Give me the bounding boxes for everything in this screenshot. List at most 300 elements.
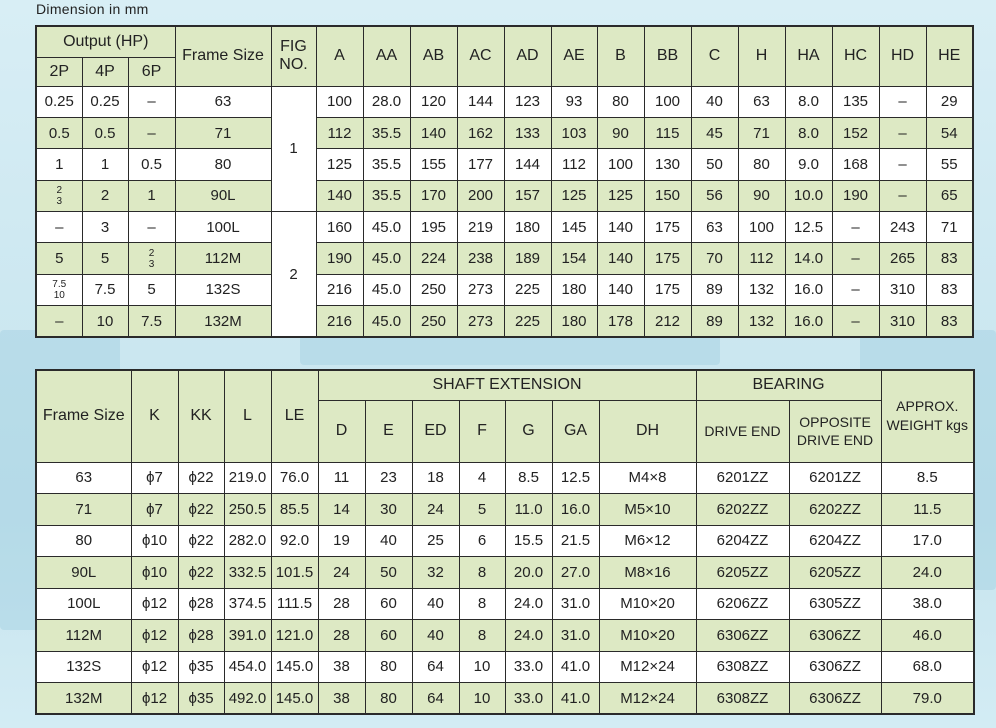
dim-ha-cell: 16.0 [785,306,832,337]
dim-he-cell: 71 [926,212,973,243]
dim-h-cell: 71 [738,117,785,148]
dim-c-cell: 45 [691,117,738,148]
dim-hd-cell: 243 [879,212,926,243]
dim-ha-cell: 12.5 [785,212,832,243]
table-row [36,274,973,305]
table-row [36,212,973,243]
e-cell: 40 [365,525,412,557]
frame-size-cell: 132S [175,274,271,305]
kk-cell: ϕ28 [178,588,224,620]
le-cell: 85.5 [271,494,318,526]
dim-ad-cell: 144 [504,149,551,180]
output-p2-cell: 7.5 10 [36,274,82,305]
dim-h-cell: 80 [738,149,785,180]
opposite-drive-end-header: OPPOSITE DRIVE END [789,400,881,462]
dim-hd-cell: – [879,180,926,211]
dim-hd-cell: – [879,117,926,148]
opposite-drive-end-bearing-cell: 6306ZZ [789,651,881,683]
table-row [36,86,973,117]
d-cell: 11 [318,462,365,494]
dim-ad-cell: 189 [504,243,551,274]
dim-hc-cell: 190 [832,180,879,211]
e-cell: 80 [365,683,412,715]
dim-b-cell: 90 [597,117,644,148]
l-cell: 250.5 [224,494,271,526]
g-cell: 20.0 [505,557,552,589]
kk-cell: ϕ22 [178,525,224,557]
output-p2-cell: 2 3 [36,180,82,211]
dim-ab-cell: 170 [410,180,457,211]
dim-ac-cell: 200 [457,180,504,211]
output-p2-cell: 0.25 [36,86,82,117]
dim-ab-cell: 195 [410,212,457,243]
dim-ha-cell: 16.0 [785,274,832,305]
dim-ha-cell: 10.0 [785,180,832,211]
dim-a-cell: 112 [316,117,363,148]
opposite-drive-end-bearing-cell: 6201ZZ [789,462,881,494]
ga-header: GA [552,400,599,462]
dim-bb-cell: 175 [644,212,691,243]
d-header: D [318,400,365,462]
l-cell: 282.0 [224,525,271,557]
output-p2-cell: 0.5 [36,117,82,148]
weight-header: APPROX. WEIGHT kgs [881,370,974,462]
output-p4-cell: 3 [82,212,128,243]
dim-b-cell: 178 [597,306,644,337]
drive-end-bearing-cell: 6202ZZ [696,494,789,526]
frame-size-header-2: Frame Size [36,370,131,462]
dim-aa-cell: 35.5 [363,180,410,211]
dimension-table-body [36,86,973,337]
dim-c-cell: 70 [691,243,738,274]
frame-size-cell: 63 [175,86,271,117]
dim-bb-cell: 212 [644,306,691,337]
dim-a-cell: 160 [316,212,363,243]
ga-cell: 16.0 [552,494,599,526]
col-header-hc: HC [832,26,879,86]
g-header: G [505,400,552,462]
dim-ad-cell: 180 [504,212,551,243]
output-p4-cell: 5 [82,243,128,274]
k-cell: ϕ10 [131,525,178,557]
dim-ac-cell: 177 [457,149,504,180]
output-p6-cell: 5 [128,274,175,305]
output-p4-cell: 0.5 [82,117,128,148]
d-cell: 14 [318,494,365,526]
l-cell: 374.5 [224,588,271,620]
table-row [36,117,973,148]
dim-he-cell: 54 [926,117,973,148]
opposite-drive-end-bearing-cell: 6202ZZ [789,494,881,526]
dim-hd-cell: 310 [879,274,926,305]
output-p6-cell: – [128,86,175,117]
shaft-bearing-table-body [36,462,974,714]
dim-ae-cell: 103 [551,117,597,148]
output-p6-cell: 1 [128,180,175,211]
l-header: L [224,370,271,462]
weight-cell: 17.0 [881,525,974,557]
pole-header-2p: 2P [36,57,82,86]
g-cell: 24.0 [505,588,552,620]
ga-cell: 27.0 [552,557,599,589]
dim-c-cell: 89 [691,306,738,337]
table-row [36,651,974,683]
table-row [36,306,973,337]
dh-cell: M4×8 [599,462,696,494]
dim-a-cell: 125 [316,149,363,180]
output-p4-cell: 7.5 [82,274,128,305]
dim-bb-cell: 100 [644,86,691,117]
l-cell: 332.5 [224,557,271,589]
weight-cell: 68.0 [881,651,974,683]
dim-a-cell: 190 [316,243,363,274]
e-cell: 60 [365,588,412,620]
frame-size-cell: 132M [36,683,131,715]
col-header-aa: AA [363,26,410,86]
dim-he-cell: 29 [926,86,973,117]
dim-bb-cell: 175 [644,243,691,274]
dim-ac-cell: 273 [457,306,504,337]
col-header-he: HE [926,26,973,86]
dim-ae-cell: 145 [551,212,597,243]
dim-ac-cell: 144 [457,86,504,117]
dim-c-cell: 89 [691,274,738,305]
dim-he-cell: 83 [926,306,973,337]
k-cell: ϕ12 [131,588,178,620]
dim-ha-cell: 14.0 [785,243,832,274]
f-cell: 10 [459,651,505,683]
fig-no-header: FIG NO. [271,26,316,86]
f-cell: 10 [459,683,505,715]
dim-h-cell: 132 [738,274,785,305]
dh-header: DH [599,400,696,462]
e-cell: 23 [365,462,412,494]
table-row [36,620,974,652]
weight-cell: 24.0 [881,557,974,589]
output-p4-cell: 10 [82,306,128,337]
drive-end-bearing-cell: 6204ZZ [696,525,789,557]
kk-cell: ϕ28 [178,620,224,652]
output-p4-cell: 1 [82,149,128,180]
dim-ha-cell: 8.0 [785,117,832,148]
k-cell: ϕ12 [131,683,178,715]
le-cell: 92.0 [271,525,318,557]
weight-cell: 46.0 [881,620,974,652]
e-header: E [365,400,412,462]
drive-end-bearing-cell: 6206ZZ [696,588,789,620]
ga-cell: 41.0 [552,651,599,683]
col-header-hd: HD [879,26,926,86]
dim-bb-cell: 150 [644,180,691,211]
output-p4-cell: 2 [82,180,128,211]
dh-cell: M12×24 [599,651,696,683]
dim-bb-cell: 130 [644,149,691,180]
ed-cell: 40 [412,588,459,620]
dim-a-cell: 140 [316,180,363,211]
frame-size-cell: 90L [36,557,131,589]
d-cell: 24 [318,557,365,589]
ga-cell: 12.5 [552,462,599,494]
dim-h-cell: 100 [738,212,785,243]
dim-c-cell: 50 [691,149,738,180]
d-cell: 28 [318,588,365,620]
output-p6-cell: 7.5 [128,306,175,337]
l-cell: 219.0 [224,462,271,494]
weight-cell: 11.5 [881,494,974,526]
dim-h-cell: 112 [738,243,785,274]
dim-bb-cell: 115 [644,117,691,148]
col-header-b: B [597,26,644,86]
le-header: LE [271,370,318,462]
drive-end-header: DRIVE END [696,400,789,462]
dim-ab-cell: 140 [410,117,457,148]
weight-cell: 38.0 [881,588,974,620]
dim-ad-cell: 133 [504,117,551,148]
dim-ac-cell: 219 [457,212,504,243]
output-p4-cell: 0.25 [82,86,128,117]
col-header-ad: AD [504,26,551,86]
shaft-extension-header: SHAFT EXTENSION [318,370,696,400]
f-cell: 8 [459,588,505,620]
dim-he-cell: 83 [926,274,973,305]
output-p6-cell: – [128,212,175,243]
opposite-drive-end-bearing-cell: 6306ZZ [789,683,881,715]
table-row [36,557,974,589]
dim-hc-cell: – [832,306,879,337]
table-row [36,180,973,211]
dh-cell: M10×20 [599,588,696,620]
dim-hc-cell: 152 [832,117,879,148]
pole-header-6p: 6P [128,57,175,86]
dim-h-cell: 90 [738,180,785,211]
d-cell: 28 [318,620,365,652]
ga-cell: 31.0 [552,588,599,620]
g-cell: 15.5 [505,525,552,557]
dim-hd-cell: – [879,86,926,117]
d-cell: 19 [318,525,365,557]
table-row [36,525,974,557]
drive-end-bearing-cell: 6306ZZ [696,620,789,652]
dim-aa-cell: 45.0 [363,274,410,305]
dim-ae-cell: 180 [551,306,597,337]
output-header: Output (HP) [36,26,175,57]
ed-cell: 25 [412,525,459,557]
col-header-ab: AB [410,26,457,86]
output-p6-cell: 2 3 [128,243,175,274]
g-cell: 33.0 [505,651,552,683]
dim-ae-cell: 93 [551,86,597,117]
frame-size-cell: 80 [175,149,271,180]
ed-cell: 64 [412,651,459,683]
dim-ab-cell: 250 [410,274,457,305]
dim-hc-cell: – [832,212,879,243]
frame-size-cell: 63 [36,462,131,494]
dh-cell: M10×20 [599,620,696,652]
dim-he-cell: 65 [926,180,973,211]
dh-cell: M5×10 [599,494,696,526]
col-header-a: A [316,26,363,86]
kk-cell: ϕ22 [178,494,224,526]
dim-h-cell: 63 [738,86,785,117]
dim-a-cell: 100 [316,86,363,117]
dim-hc-cell: 168 [832,149,879,180]
le-cell: 145.0 [271,651,318,683]
dim-ab-cell: 120 [410,86,457,117]
drive-end-bearing-cell: 6205ZZ [696,557,789,589]
g-cell: 24.0 [505,620,552,652]
e-cell: 80 [365,651,412,683]
kk-cell: ϕ35 [178,683,224,715]
frame-size-cell: 71 [175,117,271,148]
table-row [36,243,973,274]
dim-aa-cell: 35.5 [363,117,410,148]
frame-size-cell: 112M [175,243,271,274]
dim-h-cell: 132 [738,306,785,337]
dim-b-cell: 100 [597,149,644,180]
dim-he-cell: 55 [926,149,973,180]
g-cell: 8.5 [505,462,552,494]
le-cell: 111.5 [271,588,318,620]
dimension-table [35,25,974,338]
k-header: K [131,370,178,462]
table-row [36,149,973,180]
d-cell: 38 [318,651,365,683]
dim-aa-cell: 45.0 [363,212,410,243]
dim-ad-cell: 123 [504,86,551,117]
dim-ad-cell: 225 [504,274,551,305]
ed-cell: 32 [412,557,459,589]
table-row [36,683,974,715]
output-p6-cell: 0.5 [128,149,175,180]
fig-no-cell: 1 [271,86,316,212]
dim-c-cell: 63 [691,212,738,243]
l-cell: 454.0 [224,651,271,683]
dim-ae-cell: 154 [551,243,597,274]
dim-hc-cell: – [832,274,879,305]
col-header-ac: AC [457,26,504,86]
k-cell: ϕ7 [131,494,178,526]
k-cell: ϕ10 [131,557,178,589]
output-p2-cell: – [36,306,82,337]
dim-ac-cell: 273 [457,274,504,305]
dim-hd-cell: 310 [879,306,926,337]
dim-c-cell: 56 [691,180,738,211]
dim-b-cell: 80 [597,86,644,117]
le-cell: 76.0 [271,462,318,494]
frame-size-cell: 100L [175,212,271,243]
f-cell: 4 [459,462,505,494]
k-cell: ϕ12 [131,651,178,683]
kk-header: KK [178,370,224,462]
dim-a-cell: 216 [316,274,363,305]
opposite-drive-end-bearing-cell: 6205ZZ [789,557,881,589]
frame-size-header: Frame Size [175,26,271,86]
col-header-bb: BB [644,26,691,86]
dim-bb-cell: 175 [644,274,691,305]
dim-b-cell: 140 [597,243,644,274]
dh-cell: M6×12 [599,525,696,557]
dim-aa-cell: 45.0 [363,243,410,274]
dim-hd-cell: 265 [879,243,926,274]
dim-hc-cell: – [832,243,879,274]
f-cell: 8 [459,557,505,589]
ga-cell: 41.0 [552,683,599,715]
ed-cell: 24 [412,494,459,526]
kk-cell: ϕ35 [178,651,224,683]
frame-size-cell: 132S [36,651,131,683]
dim-ac-cell: 238 [457,243,504,274]
ga-cell: 31.0 [552,620,599,652]
frame-size-cell: 71 [36,494,131,526]
weight-cell: 8.5 [881,462,974,494]
table-row [36,494,974,526]
dim-ae-cell: 112 [551,149,597,180]
dim-hc-cell: 135 [832,86,879,117]
drive-end-bearing-cell: 6201ZZ [696,462,789,494]
dim-ab-cell: 224 [410,243,457,274]
opposite-drive-end-bearing-cell: 6306ZZ [789,620,881,652]
ed-header: ED [412,400,459,462]
dim-aa-cell: 35.5 [363,149,410,180]
le-cell: 101.5 [271,557,318,589]
output-p6-cell: – [128,117,175,148]
weight-cell: 79.0 [881,683,974,715]
frame-size-cell: 132M [175,306,271,337]
frame-size-cell: 80 [36,525,131,557]
output-p2-cell: 1 [36,149,82,180]
dh-cell: M8×16 [599,557,696,589]
dim-ae-cell: 180 [551,274,597,305]
kk-cell: ϕ22 [178,557,224,589]
l-cell: 492.0 [224,683,271,715]
output-p2-cell: 5 [36,243,82,274]
f-cell: 6 [459,525,505,557]
dim-ae-cell: 125 [551,180,597,211]
frame-size-cell: 100L [36,588,131,620]
shaft-bearing-table [35,369,975,715]
dim-a-cell: 216 [316,306,363,337]
pole-header-4p: 4P [82,57,128,86]
dim-aa-cell: 45.0 [363,306,410,337]
dim-ac-cell: 162 [457,117,504,148]
dim-ha-cell: 9.0 [785,149,832,180]
dim-ab-cell: 250 [410,306,457,337]
output-p2-cell: – [36,212,82,243]
ed-cell: 40 [412,620,459,652]
col-header-ha: HA [785,26,832,86]
f-header: F [459,400,505,462]
le-cell: 145.0 [271,683,318,715]
l-cell: 391.0 [224,620,271,652]
k-cell: ϕ12 [131,620,178,652]
col-header-ae: AE [551,26,597,86]
dim-b-cell: 125 [597,180,644,211]
dim-ha-cell: 8.0 [785,86,832,117]
drive-end-bearing-cell: 6308ZZ [696,651,789,683]
e-cell: 30 [365,494,412,526]
dim-ad-cell: 157 [504,180,551,211]
dim-aa-cell: 28.0 [363,86,410,117]
ed-cell: 64 [412,683,459,715]
dimension-caption: Dimension in mm [36,1,149,17]
dim-ab-cell: 155 [410,149,457,180]
col-header-h: H [738,26,785,86]
e-cell: 50 [365,557,412,589]
kk-cell: ϕ22 [178,462,224,494]
dim-he-cell: 83 [926,243,973,274]
k-cell: ϕ7 [131,462,178,494]
g-cell: 33.0 [505,683,552,715]
